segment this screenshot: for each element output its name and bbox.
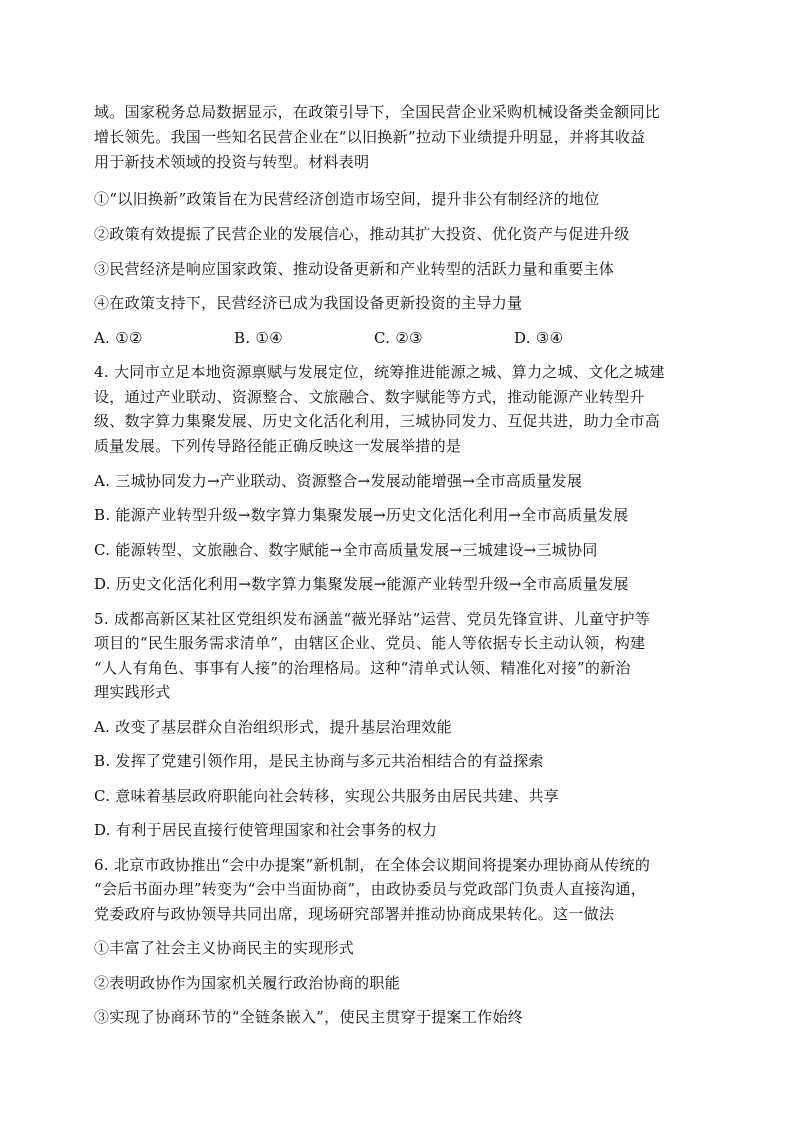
q3-option-d: D. ③④ (514, 329, 564, 347)
q3-option-b: B. ①④ (234, 329, 283, 347)
q5-option-d: D. 有利于居民直接行使管理国家和社会事务的权力 (94, 821, 438, 839)
q5-option-a: A. 改变了基层群众自治组织形式，提升基层治理效能 (94, 718, 452, 736)
q5-option-b: B. 发挥了党建引领作用，是民主协商与多元共治相结合的有益探索 (94, 752, 544, 770)
q6-statement-2: ②表明政协作为国家机关履行政治协商的职能 (94, 974, 401, 992)
q4-stem-line-2: 设，通过产业联动、资源整合、文旅融合、数字赋能等方式，推动能源产业转型升 (94, 388, 645, 406)
q3-statement-2: ②政策有效提振了民营企业的发展信心，推动其扩大投资、优化资产与促进升级 (94, 225, 630, 243)
q3-stem-line-2: 增长领先。我国一些知名民营企业在“以旧换新”拉动下业绩提升明显，并将其收益 (94, 128, 646, 146)
q4-stem-line-4: 质量发展。下列传导路径能正确反映这一发展举措的是 (94, 437, 462, 455)
q3-statement-3: ③民营经济是响应国家政策、推动设备更新和产业转型的活跃力量和重要主体 (94, 260, 615, 278)
q4-option-a: A. 三城协同发力→产业联动、资源整合→发展动能增强→全市高质量发展 (94, 472, 583, 490)
q6-stem-line-1: 6. 北京市政协推出“会中办提案”新机制，在全体会议期间将提案办理协商从传统的 (94, 856, 651, 874)
q4-option-b: B. 能源产业转型升级→数字算力集聚发展→历史文化活化利用→全市高质量发展 (94, 506, 629, 524)
q5-stem-line-4: 理实践形式 (94, 683, 171, 701)
q4-stem-line-3: 级、数字算力集聚发展、历史文化活化利用，三城协同发力、互促共进，助力全市高 (94, 412, 661, 430)
q5-stem-line-2: 项目的“民生服务需求清单”，由辖区企业、党员、能人等依据专长主动认领，构建 (94, 634, 646, 652)
q6-statement-3: ③实现了协商环节的“全链条嵌入”，使民主贯穿于提案工作始终 (94, 1008, 524, 1026)
q6-stem-line-3: 党委政府与政协领导共同出席，现场研究部署并推动协商成果转化。这一做法 (94, 905, 615, 923)
q5-stem-line-1: 5. 成都高新区某社区党组织发布涵盖“薇光驿站”运营、党员先锋宣讲、儿童守护等 (94, 610, 651, 628)
q5-option-c: C. 意味着基层政府职能向社会转移，实现公共服务由居民共建、共享 (94, 787, 560, 805)
q4-stem-line-1: 4. 大同市立足本地资源禀赋与发展定位，统筹推进能源之城、算力之城、文化之城建 (94, 363, 665, 381)
q6-stem-line-2: “会后书面办理”转变为“会中当面协商”，由政协委员与党政部门负责人直接沟通， (94, 880, 647, 898)
q4-option-c: C. 能源转型、文旅融合、数字赋能→全市高质量发展→三城建设→三城协同 (94, 541, 598, 559)
q5-stem-line-3: “人人有角色、事事有人接”的治理格局。这种“清单式认领、精准化对接”的新治 (94, 659, 631, 677)
q3-statement-4: ④在政策支持下，民营经济已成为我国设备更新投资的主导力量 (94, 294, 523, 312)
q3-statement-1: ①“以旧换新”政策旨在为民营经济创造市场空间，提升非公有制经济的地位 (94, 190, 600, 208)
q3-option-a: A. ①② (94, 329, 143, 347)
q3-option-c: C. ②③ (374, 329, 423, 347)
q6-statement-1: ①丰富了社会主义协商民主的实现形式 (94, 939, 355, 957)
q4-option-d: D. 历史文化活化利用→数字算力集聚发展→能源产业转型升级→全市高质量发展 (94, 575, 629, 593)
q3-stem-line-1: 域。国家税务总局数据显示，在政策引导下，全国民营企业采购机械设备类金额同比 (94, 103, 661, 121)
q3-stem-line-3: 用于新技术领域的投资与转型。材料表明 (94, 153, 370, 171)
